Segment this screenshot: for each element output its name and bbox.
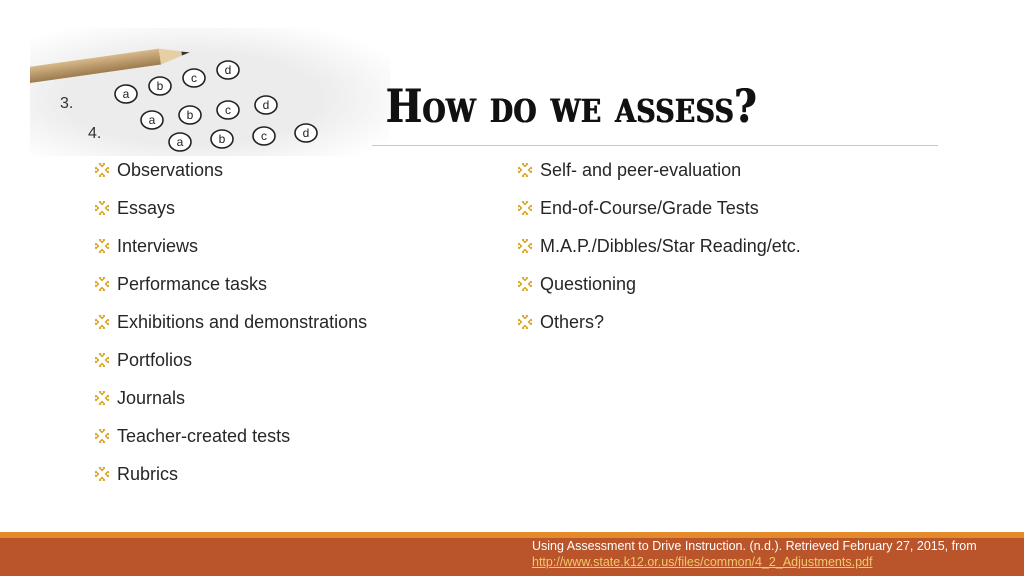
left-list-item [93, 196, 367, 234]
citation-text: Using Assessment to Drive Instruction. (n.d.). Retrieved February 27, 2015, from [532, 539, 977, 553]
diamond-bullet-icon [95, 163, 109, 177]
diamond-bullet-icon [95, 429, 109, 443]
left-list-item-label: Rubrics [117, 464, 179, 484]
sheet-paper [30, 28, 390, 156]
right-list-item-label: Self- and peer-evaluation [540, 160, 742, 180]
left-list-item-label: Exhibitions and demonstrations [117, 312, 368, 332]
citation [532, 538, 1022, 570]
right-list-item [516, 272, 801, 310]
right-list-item [516, 158, 801, 196]
right-list-item [516, 234, 801, 272]
right-list-item-label: End-of-Course/Grade Tests [540, 198, 759, 218]
left-list-item-label: Performance tasks [117, 274, 268, 294]
right-list-item [516, 196, 801, 234]
diamond-bullet-icon [95, 315, 109, 329]
left-list-item-label: Interviews [117, 236, 199, 256]
assessment-list-right [516, 158, 801, 348]
page-title: How do we assess? [386, 79, 757, 133]
left-list-item-label: Portfolios [117, 350, 193, 370]
answer-bubble-letter: d [224, 63, 232, 77]
citation-link[interactable]: http://www.state.k12.or.us/files/common/4_2_Adjustments.pdf [532, 555, 873, 569]
left-list-item [93, 310, 367, 348]
answer-bubble-letter: b [218, 132, 226, 146]
answer-bubble-letter: a [148, 113, 156, 127]
left-list-item [93, 158, 367, 196]
diamond-bullet-icon [518, 239, 532, 253]
left-list-item-label: Essays [117, 198, 176, 218]
diamond-bullet-icon [95, 391, 109, 405]
title-divider [372, 145, 938, 146]
answer-bubble-letter: a [176, 135, 184, 149]
diamond-bullet-icon [95, 239, 109, 253]
answer-bubble-letter: b [156, 79, 164, 93]
bubble-sheet-graphic [30, 28, 390, 156]
diamond-bullet-icon [95, 277, 109, 291]
assessment-list-left [93, 158, 367, 500]
diamond-bullet-icon [95, 201, 109, 215]
answer-bubble-letter: c [191, 71, 197, 85]
answer-bubble-letter: b [186, 108, 194, 122]
right-list-item-label: M.A.P./Dibbles/Star Reading/etc. [540, 236, 801, 256]
left-list-item [93, 272, 367, 310]
diamond-bullet-icon [95, 353, 109, 367]
row-number-3: 3. [60, 95, 74, 112]
right-list-item-label: Others? [540, 312, 605, 332]
answer-bubble-letter: d [302, 126, 310, 140]
answer-bubble-letter: d [262, 98, 270, 112]
diamond-bullet-icon [518, 201, 532, 215]
left-list-item-label: Observations [117, 160, 224, 180]
answer-sheet-illustration [30, 28, 390, 156]
row-number-4: 4. [88, 125, 102, 142]
diamond-bullet-icon [518, 277, 532, 291]
left-list-item [93, 386, 367, 424]
answer-bubble-letter: c [261, 129, 267, 143]
left-list-item [93, 234, 367, 272]
answer-bubble-letter: c [225, 103, 231, 117]
answer-bubble-letter: a [122, 87, 130, 101]
left-list-item [93, 462, 367, 500]
left-list-item [93, 424, 367, 462]
diamond-bullet-icon [518, 163, 532, 177]
diamond-bullet-icon [518, 315, 532, 329]
left-list-item [93, 348, 367, 386]
diamond-bullet-icon [95, 467, 109, 481]
right-list-item-label: Questioning [540, 274, 637, 294]
right-list-item [516, 310, 801, 348]
left-list-item-label: Journals [117, 388, 186, 408]
left-list-item-label: Teacher-created tests [117, 426, 291, 446]
